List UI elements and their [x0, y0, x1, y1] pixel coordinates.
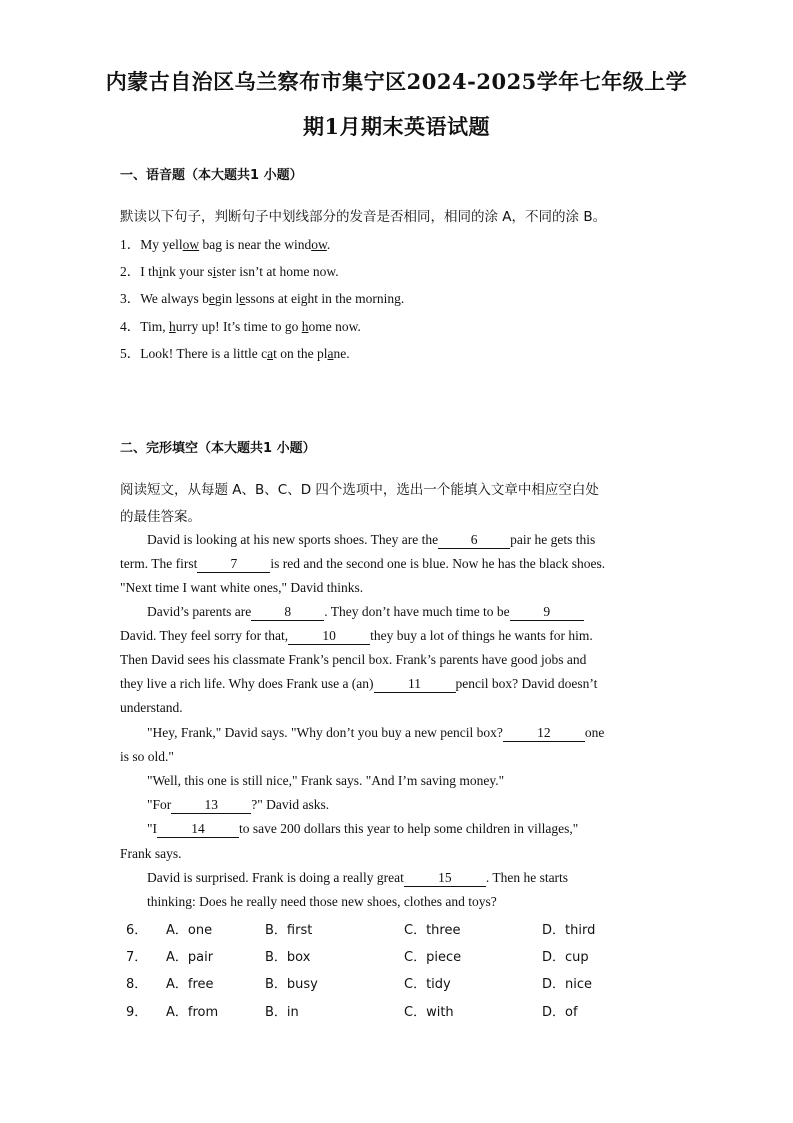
- phonics-item-3: [120, 287, 404, 307]
- passage-line: [147, 725, 604, 742]
- option-c[interactable]: C．three: [404, 923, 461, 938]
- item-text: Tim,: [140, 319, 170, 334]
- underlined-part: a: [327, 346, 334, 361]
- item-text: t on the pl: [273, 346, 328, 361]
- item-number: 5．: [120, 346, 141, 361]
- option-b[interactable]: B．busy: [265, 977, 318, 992]
- blank-9: 9: [510, 605, 584, 621]
- passage-text: one: [584, 725, 605, 740]
- passage-text: David is looking at his new sports shoes. They are the: [147, 532, 439, 547]
- passage-text: pencil box? David doesn’t: [455, 676, 598, 691]
- underlined-part: h: [169, 319, 176, 334]
- option-a[interactable]: A．one: [166, 923, 213, 938]
- section-1-instruction: 默读以下句子，判断句子中划线部分的发音是否相同，相同的涂 A，不同的涂 B。: [120, 209, 607, 225]
- option-d[interactable]: D．cup: [542, 950, 589, 965]
- item-text: ster isn’t at home now.: [216, 264, 339, 279]
- passage-text: "For: [147, 797, 172, 812]
- underlined-part: h: [301, 319, 309, 334]
- item-text: ssons at eight in the morning.: [245, 291, 405, 306]
- item-text: My yell: [140, 237, 183, 252]
- passage-line: [147, 797, 329, 814]
- item-text: ome now.: [308, 319, 361, 334]
- option-c[interactable]: C．piece: [404, 950, 462, 965]
- passage-text: David. They feel sorry for that,: [120, 628, 289, 643]
- question-number: 9．: [126, 1005, 148, 1020]
- underlined-part: e: [239, 291, 246, 306]
- underlined-part: ow: [311, 237, 327, 252]
- blank-11: 11: [374, 677, 456, 693]
- option-d[interactable]: D．nice: [542, 977, 593, 992]
- item-text: urry up! It’s time to go: [175, 319, 302, 334]
- blank-13: 13: [171, 798, 251, 814]
- passage-text: "I: [147, 821, 158, 836]
- option-b[interactable]: B．first: [265, 923, 313, 938]
- option-b[interactable]: B．in: [265, 1005, 299, 1020]
- section-2-heading: 二、完形填空（本大题共1 小题）: [120, 441, 316, 456]
- passage-line: is so old.": [120, 749, 174, 764]
- passage-text: . Then he starts: [485, 870, 569, 885]
- passage-text: ?" David asks.: [251, 797, 330, 812]
- page-title-line-1: 内蒙古自治区乌兰察布市集宁区2024-2025学年七年级上学: [105, 69, 688, 94]
- item-text: .: [326, 237, 331, 252]
- option-b[interactable]: B．box: [265, 950, 311, 965]
- passage-line: Then David sees his classmate Frank’s pencil box. Frank’s parents have good jobs and: [120, 652, 587, 667]
- blank-8: 8: [251, 605, 324, 621]
- phonics-item-4: [120, 315, 361, 335]
- item-text: I th: [140, 264, 159, 279]
- passage-text: they buy a lot of things he wants for him.: [370, 628, 593, 643]
- passage-line: "Well, this one is still nice," Frank says. "And I’m saving money.": [147, 773, 505, 788]
- question-number: 6．: [126, 923, 148, 938]
- option-d[interactable]: D．third: [542, 923, 596, 938]
- blank-12: 12: [503, 726, 585, 742]
- option-a[interactable]: A．from: [166, 1005, 219, 1020]
- phonics-item-1: [120, 233, 330, 253]
- passage-line: understand.: [120, 700, 183, 715]
- passage-line: [147, 870, 568, 887]
- item-number: 1．: [120, 237, 141, 252]
- underlined-part: i: [212, 264, 217, 279]
- item-number: 2．: [120, 264, 141, 279]
- passage-text: "Hey, Frank," David says. "Why don’t you buy a new pencil box?: [147, 725, 503, 740]
- blank-6: 6: [438, 533, 510, 549]
- passage-text: . They don’t have much time to be: [324, 604, 510, 619]
- phonics-item-5: [120, 342, 350, 362]
- passage-text: is red and the second one is blue. Now he has the black shoes.: [270, 556, 606, 571]
- passage-text: term. The first: [120, 556, 198, 571]
- passage-text: David’s parents are: [147, 604, 252, 619]
- option-a[interactable]: A．free: [166, 977, 214, 992]
- section-1-heading: 一、语音题（本大题共1 小题）: [120, 168, 303, 183]
- item-number: 4．: [120, 319, 141, 334]
- option-c[interactable]: C．tidy: [404, 977, 451, 992]
- passage-line: [120, 628, 593, 645]
- page-title-line-2: 期1月期末英语试题: [302, 114, 491, 139]
- passage-line: Frank says.: [120, 846, 182, 861]
- phonics-item-2: [120, 260, 339, 280]
- passage-text: to save 200 dollars this year to help some children in villages,": [239, 821, 579, 836]
- passage-line: [147, 532, 595, 549]
- passage-line: [120, 556, 605, 573]
- option-a[interactable]: A．pair: [166, 950, 214, 965]
- item-text: bag is near the wind: [199, 237, 312, 252]
- item-text: We always b: [140, 291, 209, 306]
- section-2-instruction-line-2: 的最佳答案。: [120, 509, 201, 525]
- passage-text: pair he gets this: [510, 532, 596, 547]
- item-number: 3．: [120, 291, 141, 306]
- passage-line: [147, 821, 578, 838]
- item-text: Look! There is a little c: [140, 346, 268, 361]
- option-d[interactable]: D．of: [542, 1005, 578, 1020]
- passage-line: [147, 604, 584, 621]
- question-number: 8．: [126, 977, 148, 992]
- underlined-part: ow: [182, 237, 200, 252]
- underlined-part: a: [267, 346, 274, 361]
- passage-line: [120, 676, 597, 693]
- underlined-part: i: [158, 264, 163, 279]
- blank-15: 15: [404, 871, 486, 887]
- question-number: 7．: [126, 950, 148, 965]
- blank-14: 14: [157, 822, 239, 838]
- passage-line: thinking: Does he really need those new shoes, clothes and toys?: [147, 894, 497, 909]
- item-text: nk your s: [162, 264, 213, 279]
- passage-text: David is surprised. Frank is doing a really great: [147, 870, 404, 885]
- section-2-instruction-line-1: 阅读短文，从每题 A、B、C、D 四个选项中，选出一个能填入文章中相应空白处: [120, 482, 599, 498]
- blank-10: 10: [288, 629, 370, 645]
- option-c[interactable]: C．with: [404, 1005, 454, 1020]
- blank-7: 7: [197, 557, 270, 573]
- item-text: ne.: [333, 346, 350, 361]
- passage-text: they live a rich life. Why does Frank use a (an): [120, 676, 374, 691]
- item-text: gin l: [214, 291, 240, 306]
- underlined-part: e: [208, 291, 215, 306]
- passage-line: "Next time I want white ones," David thinks.: [120, 580, 364, 595]
